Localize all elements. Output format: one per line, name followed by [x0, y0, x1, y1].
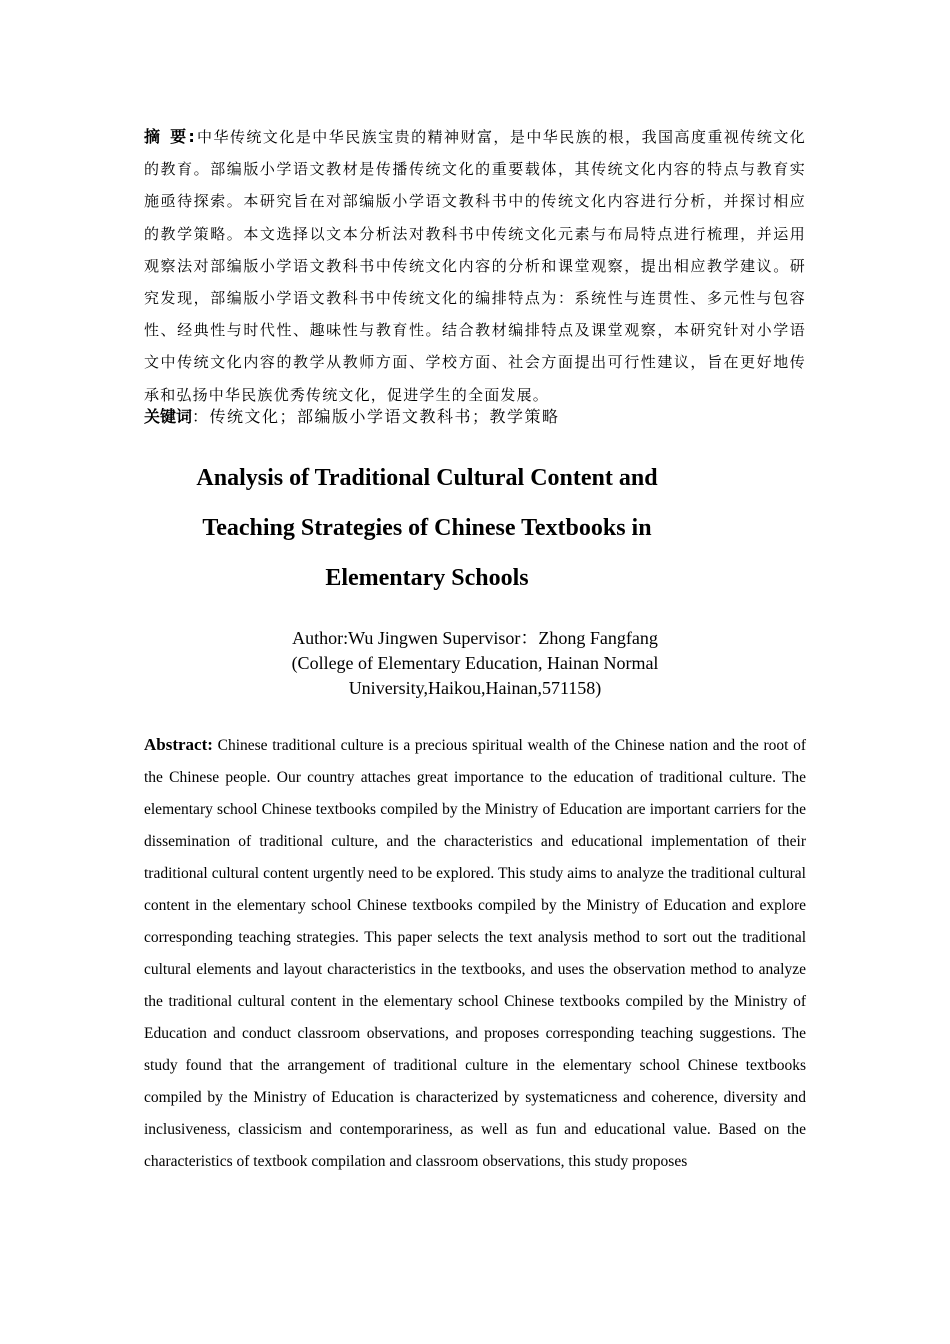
affiliation-line-1: (College of Elementary Education, Hainan Normal — [291, 653, 659, 673]
chinese-abstract-text: 中华传统文化是中华民族宝贵的精神财富，是中华民族的根，我国高度重视传统文化的教育。部编版小学语文教材是传播传统文化的重要载体，其传统文化内容的特点与教育实施亟待探索。本研究旨在对部编版小学语文教科书中的传统文化内容进行分析，并探讨相应的教学策略。本文选择以文本分析法对教科书中传统文化元素与布局特点进行梳理，并运用观察法对部编版小学语文教科书中传统文化内容的分析和课堂观察，提出相应教学建议。研究发现，部编版小学语文教科书中传统文化的编排特点为：系统性与连贯性、多元性与包容性、经典性与时代性、趣味性与教育性。结合教材编排特点及课堂观察，本研究针对小学语文中传统文化内容的教学从教师方面、学校方面、社会方面提出可行性建议，旨在更好地传承和弘扬中华民族优秀传统文化，促进学生的全面发展。 — [144, 128, 806, 404]
english-abstract-label: Abstract: — [144, 735, 213, 754]
english-abstract — [144, 729, 806, 1178]
chinese-keywords-colon: ： — [192, 407, 210, 426]
english-title-line-2: Teaching Strategies of Chinese Textbooks in — [202, 515, 652, 541]
chinese-keywords-text: 传统文化；部编版小学语文教科书；教学策略 — [209, 407, 560, 426]
chinese-keywords-label: 关键词 — [144, 407, 193, 426]
english-title-line-1: Analysis of Traditional Cultural Content and — [196, 465, 658, 491]
author-block — [250, 626, 700, 701]
affiliation-line-2: University,Haikou,Hainan,571158) — [348, 678, 602, 698]
chinese-keywords — [144, 401, 806, 433]
author-line: Author:Wu Jingwen Supervisor：Zhong Fangfang — [292, 628, 658, 648]
chinese-abstract-label: 摘 要: — [144, 127, 197, 146]
chinese-abstract — [144, 121, 806, 411]
english-abstract-text: Chinese traditional culture is a precious spiritual wealth of the Chinese nation and the root of the Chinese people. Our country attaches great importance to the education of traditional culture. The elementary school Chinese textbooks compiled by the Ministry of Education are important carriers for the dissemination of traditional culture, and the characteristics and educational implementation of their traditional cultural content urgently need to be explored. This study aims to analyze the traditional cultural content in the elementary school Chinese textbooks compiled by the Ministry of Education and explore corresponding teaching strategies. This paper selects the text analysis method to sort out the traditional cultural elements and layout characteristics in the textbooks, and uses the observation method to analyze the traditional cultural content in the elementary school Chinese textbooks compiled by the Ministry of Education and conduct classroom observations, and proposes corresponding teaching suggestions. The study found that the arrangement of traditional culture in the elementary school Chinese textbooks compiled by the Ministry of Education is characterized by systematicness and coherence, diversity and inclusiveness, classicism and contemporariness, as well as fun and educational value. Based on the characteristics of textbook compilation and classroom observations, this study proposes — [144, 737, 806, 1170]
english-title-line-3: Elementary Schools — [325, 565, 529, 591]
english-title — [150, 453, 704, 603]
